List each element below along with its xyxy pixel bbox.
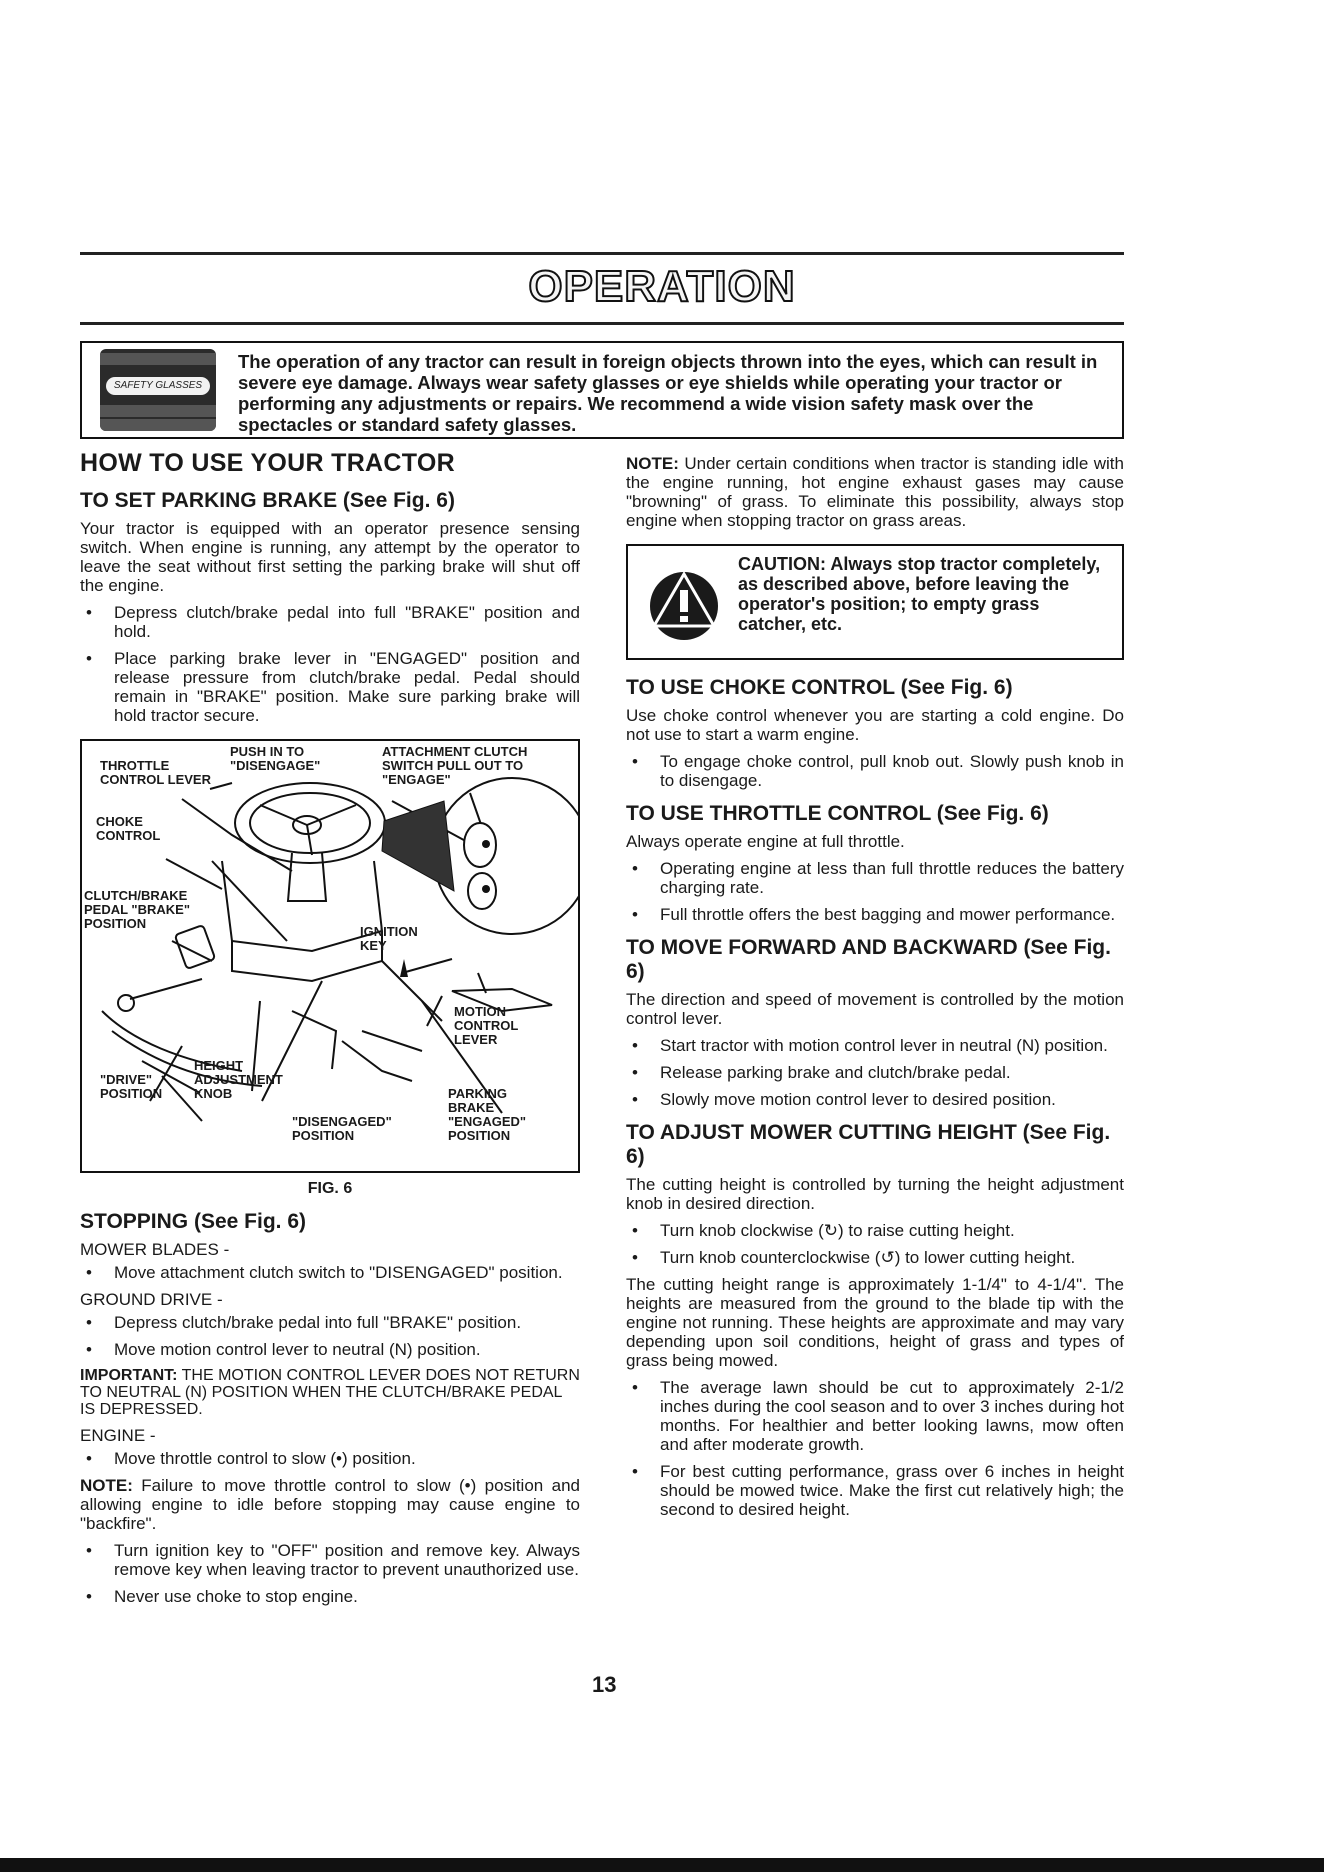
- list-item: • For best cutting performance, grass over 6 inches in height should be mowed twice. Make the first cut relatively high; the second to desired height.: [626, 1462, 1124, 1519]
- safety-warning-text: The operation of any tractor can result in foreign objects thrown into the eyes, which can result in severe eye damage. Always wear safety glasses or eye shields while operating your tractor or performing any adjustments or repairs. We recommend a wide vision safety mask over the spectacles or standard safety glasses.: [238, 351, 1098, 435]
- choke-para: Use choke control whenever you are starting a cold engine. Do not use to start a warm engine.: [626, 706, 1124, 744]
- list-item: • Start tractor with motion control lever in neutral (N) position.: [626, 1036, 1124, 1055]
- safety-glasses-icon-label: SAFETY GLASSES: [106, 377, 210, 395]
- ground-drive-list: [80, 1313, 580, 1359]
- final-list: [80, 1541, 580, 1606]
- engine-list: [80, 1449, 580, 1468]
- list-item: • To engage choke control, pull knob out. Slowly push knob in to disengage.: [626, 752, 1124, 790]
- figure-caption: FIG. 6: [307, 1180, 353, 1197]
- list-item: • Depress clutch/brake pedal into full "BRAKE" position.: [80, 1313, 580, 1332]
- heading-parking-brake: TO SET PARKING BRAKE (See Fig. 6): [80, 489, 455, 512]
- move-para: The direction and speed of movement is controlled by the motion control lever.: [626, 990, 1124, 1028]
- list-item: • Depress clutch/brake pedal into full "BRAKE" position and hold.: [80, 603, 580, 641]
- page-number: 13: [592, 1672, 617, 1697]
- safety-glasses-icon: [100, 349, 216, 431]
- label-attachment-clutch: ATTACHMENT CLUTCH SWITCH PULL OUT TO "ENGAGE": [382, 744, 528, 787]
- list-item: • Never use choke to stop engine.: [80, 1587, 580, 1606]
- throttle-para: Always operate engine at full throttle.: [626, 832, 905, 851]
- stopping-note: [80, 1476, 580, 1533]
- move-list: [626, 1036, 1124, 1109]
- bottom-bar: [0, 1858, 1324, 1872]
- label-clutch-brake: CLUTCH/BRAKE PEDAL "BRAKE" POSITION: [84, 888, 190, 931]
- label-choke: CHOKE CONTROL: [96, 814, 161, 843]
- title-rule: [80, 322, 1124, 325]
- note-text: Under certain conditions when tractor is standing idle with the engine running, hot engine exhaust gases may cause "browning" of grass. To eliminate this possibility, always stop engine when stopping tractor on grass areas.: [626, 454, 1124, 530]
- note-label: NOTE:: [626, 454, 679, 473]
- list-item: • Place parking brake lever in "ENGAGED" position and release pressure from clutch/brake pedal. Pedal should remain in "BRAKE" position. Make sure parking brake will hold tractor secure.: [80, 649, 580, 725]
- mower-blades-label: MOWER BLADES -: [80, 1240, 230, 1259]
- caution-text: CAUTION: Always stop tractor completely, as described above, before leaving the operator's position; to empty grass catcher, etc.: [738, 554, 1101, 634]
- label-throttle: THROTTLE CONTROL LEVER: [100, 758, 211, 787]
- list-item: • The average lawn should be cut to approximately 2-1/2 inches during the cool season and to over 3 inches during hot months. For healthier and better looking lawns, mow often and after moderate growth.: [626, 1378, 1124, 1454]
- page-title: OPERATION: [528, 262, 796, 311]
- list-item: • Move attachment clutch switch to "DISENGAGED" position.: [80, 1263, 580, 1282]
- label-push-in: PUSH IN TO "DISENGAGE": [230, 744, 321, 773]
- heading-stopping: STOPPING (See Fig. 6): [80, 1210, 306, 1233]
- list-item: • Operating engine at less than full throttle reduces the battery charging rate.: [626, 859, 1124, 897]
- height-para: The cutting height is controlled by turning the height adjustment knob in desired direction.: [626, 1175, 1124, 1213]
- heading-throttle: TO USE THROTTLE CONTROL (See Fig. 6): [626, 802, 1049, 825]
- list-item: • Slowly move motion control lever to desired position.: [626, 1090, 1124, 1109]
- safety-warning-box: [80, 341, 1124, 439]
- list-item: • Release parking brake and clutch/brake pedal.: [626, 1063, 1124, 1082]
- height-para-2: The cutting height range is approximately 1-1/4" to 4-1/4". The heights are measured from the ground to the blade tip with the engine not running. These heights are approximate and may vary depending upon soil conditions, height of grass and types of grass being mowed.: [626, 1275, 1124, 1370]
- note-text: Failure to move throttle control to slow (•) position and allowing engine to idle before stopping may cause engine to "backfire".: [80, 1476, 580, 1533]
- important-label: IMPORTANT:: [80, 1367, 178, 1384]
- throttle-list: [626, 859, 1124, 924]
- label-motion: MOTION CONTROL LEVER: [454, 1004, 519, 1047]
- ground-drive-label: GROUND DRIVE -: [80, 1290, 223, 1309]
- engine-label: ENGINE -: [80, 1426, 156, 1445]
- important-note: [80, 1367, 580, 1418]
- parking-brake-list: [80, 603, 580, 725]
- caution-box: [626, 544, 1124, 660]
- note-label: NOTE:: [80, 1476, 133, 1495]
- label-ignition: IGNITION KEY: [360, 924, 418, 953]
- heading-cutting-height: TO ADJUST MOWER CUTTING HEIGHT (See Fig. 6): [626, 1121, 1111, 1168]
- list-item: • Full throttle offers the best bagging and mower performance.: [626, 905, 1124, 924]
- label-height: HEIGHT ADJUSTMENT KNOB: [194, 1058, 283, 1101]
- mower-blades-list: [80, 1263, 580, 1282]
- list-item: • Turn knob counterclockwise (↺) to lower cutting height.: [626, 1248, 1124, 1267]
- right-column: [626, 454, 1124, 1527]
- label-parking: PARKING BRAKE "ENGAGED" POSITION: [448, 1086, 527, 1143]
- label-drive: "DRIVE" POSITION: [100, 1072, 163, 1101]
- list-item: • Turn knob clockwise (↻) to raise cutting height.: [626, 1221, 1124, 1240]
- top-rule: [80, 252, 1124, 255]
- parking-brake-para: Your tractor is equipped with an operator presence sensing switch. When engine is running, any attempt by the operator to leave the seat without first setting the parking brake will shut off the engine.: [80, 519, 580, 595]
- choke-list: [626, 752, 1124, 790]
- list-item: • Move motion control lever to neutral (N) position.: [80, 1340, 580, 1359]
- section-heading-how-to-use: HOW TO USE YOUR TRACTOR: [80, 449, 455, 477]
- exhaust-note: [626, 454, 1124, 530]
- height-list-2: [626, 1378, 1124, 1519]
- list-item: • Turn ignition key to "OFF" position and remove key. Always remove key when leaving tractor to prevent unauthorized use.: [80, 1541, 580, 1579]
- heading-choke: TO USE CHOKE CONTROL (See Fig. 6): [626, 676, 1013, 699]
- figure-6-diagram: [80, 739, 580, 1173]
- left-column: [80, 449, 580, 1614]
- label-disengaged: "DISENGAGED" POSITION: [292, 1114, 392, 1143]
- list-item: • Move throttle control to slow (•) position.: [80, 1449, 580, 1468]
- heading-move: TO MOVE FORWARD AND BACKWARD (See Fig. 6): [626, 936, 1111, 983]
- warning-triangle-icon: [648, 562, 720, 642]
- height-list: [626, 1221, 1124, 1267]
- important-text: THE MOTION CONTROL LEVER DOES NOT RETURN TO NEUTRAL (N) POSITION WHEN THE CLUTCH/BRAKE PEDAL IS DEPRESSED.: [80, 1367, 580, 1418]
